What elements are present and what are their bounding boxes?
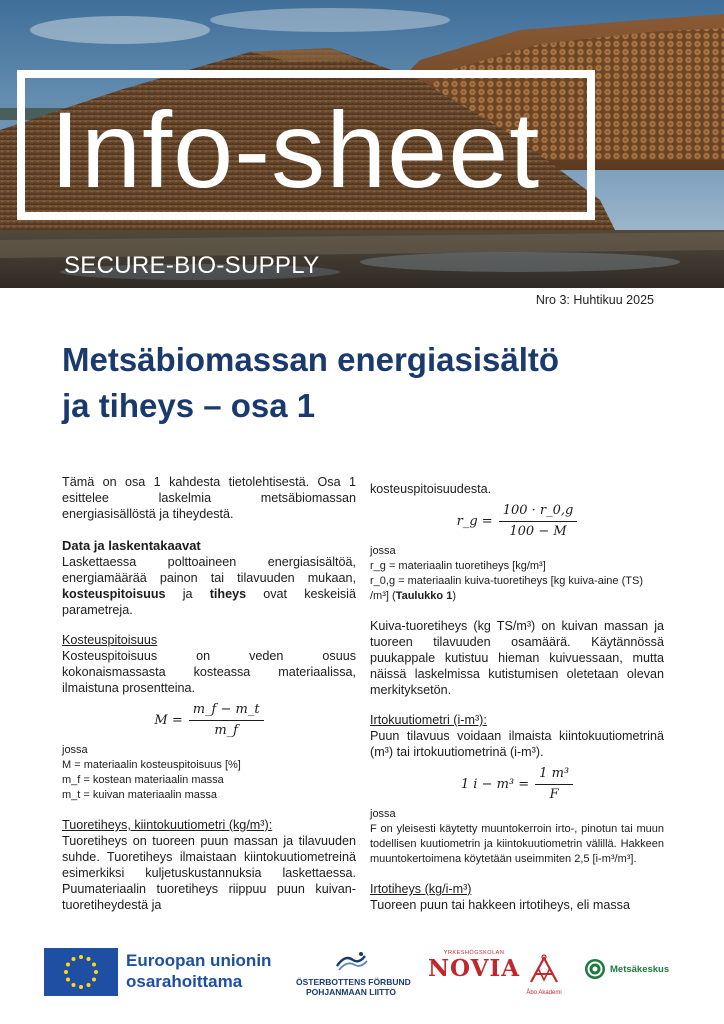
loose-volume-paragraph: Puun tilavuus voidaan ilmaista kiintokuutiometrinä (m³) tai irtokuutiometrinä (i-m³). xyxy=(370,729,664,759)
data-text-a: Laskettaessa polttoaineen energiasisältöä, energiamäärää painon tai tilavuuden mukaan, xyxy=(62,555,356,585)
eu-stars-icon xyxy=(44,948,118,996)
osterbottens-forbund-logo xyxy=(296,950,411,997)
where-label-2: jossa xyxy=(370,545,396,557)
metsakeskus-name: Metsäkeskus xyxy=(610,963,670,975)
def-basic-density-text: r_0,g = materiaalin kuiva-tuoretiheys [kg kuiva-aine (TS) /m³] ( xyxy=(370,575,643,602)
loose-volume-formula-denominator: F xyxy=(549,787,559,802)
def-green-density: r_g = materiaalin tuoretiheys [kg/m³] xyxy=(370,560,546,572)
novia-prefix: YRKESHÖGSKOLAN xyxy=(443,950,505,956)
loose-volume-formula-numerator: 1 m³ xyxy=(535,766,573,785)
continued-text: kosteuspitoisuudesta. xyxy=(370,482,492,496)
right-column xyxy=(370,481,664,913)
green-density-formula-lhs: r_g = xyxy=(456,513,493,529)
left-column xyxy=(62,474,356,913)
data-heading: Data ja laskentakaavat xyxy=(62,538,201,553)
where-label-3: jossa xyxy=(370,808,396,820)
eu-flag-logo xyxy=(44,948,118,996)
green-density-heading: Tuoretiheys, kiintokuutiometri (kg/m³): xyxy=(62,818,273,832)
moisture-formula-numerator: m_f − m_t xyxy=(189,702,264,721)
novia-logo xyxy=(428,950,520,982)
loose-volume-heading: Irtokuutiometri (i-m³): xyxy=(370,713,487,727)
intro-paragraph: Tämä on osa 1 kahdesta tietolehtisestä. Osa 1 esittelee laskelmia metsäbiomassan energiasisällöstä ja tiheydestä. xyxy=(62,475,356,521)
green-density-formula-numerator: 100 · r_0,g xyxy=(499,503,578,522)
page-title-line-1: Metsäbiomassan energiasisältö xyxy=(62,341,560,378)
metsakeskus-emblem-icon xyxy=(584,958,606,980)
banner-subtitle: SECURE-BIO-SUPPLY xyxy=(64,252,320,279)
def-basic-density xyxy=(370,574,664,604)
green-density-paragraph: Tuoretiheys on tuoreen puun massan ja tilavuuden suhde. Tuoretiheys ilmaistaan kiintokuutiometreinä esimerkiksi kuljetuskustannuksia laskettaessa. Puumateriaalin tuoretiheys riippuu puun kuivan-tuoretiheydestä ja xyxy=(62,834,356,912)
loose-volume-formula-fraction xyxy=(535,766,573,803)
pohjanmaan-liitto-name: POHJANMAAN LIITTO xyxy=(305,987,397,997)
moisture-formula-fraction xyxy=(189,702,264,739)
loose-volume-formula-lhs: 1 i − m³ = xyxy=(460,776,530,792)
bulk-density-heading: Irtotiheys (kg/i-m³) xyxy=(370,882,472,896)
banner-title: Info-sheet xyxy=(50,89,541,210)
moisture-paragraph: Kosteuspitoisuus on veden osuus kokonaismassasta kosteassa materiaalissa, ilmaistuna prosentteina. xyxy=(62,649,356,695)
data-text-b: ja xyxy=(165,587,210,601)
moisture-formula-lhs: M = xyxy=(154,712,183,728)
data-paragraph xyxy=(62,554,356,618)
where-label-1: jossa xyxy=(62,744,88,756)
green-density-formula-denominator: 100 − M xyxy=(509,524,567,539)
def-moisture: M = materiaalin kosteuspitoisuus [%] xyxy=(62,759,241,771)
abo-akademi-emblem-icon xyxy=(527,954,561,984)
loose-volume-formula xyxy=(370,766,664,803)
bulk-density-paragraph: Tuoreen puun tai hakkeen irtotiheys, eli massa xyxy=(370,898,630,912)
moisture-heading: Kosteuspitoisuus xyxy=(62,633,158,647)
header-banner-photo xyxy=(0,0,724,288)
eu-funding-line-2: osarahoittama xyxy=(126,972,243,991)
def-dry-mass: m_t = kuivan materiaalin massa xyxy=(62,789,217,801)
moisture-formula xyxy=(62,702,356,739)
def-conversion-factor: F on yleisesti käytetty muuntokerroin irto-, pinotun tai muun todellisen kuutiometrin ja kiintokuutiometrin välillä. Hakkeen muuntokertoimena köytetään useimmiten 2,5 [i-m³/m³]. xyxy=(370,823,664,865)
data-text-c: ovat keskeisiä parametreja. xyxy=(62,587,356,617)
data-bold-moisture: kosteuspitoisuus xyxy=(62,587,166,601)
wave-emblem-icon xyxy=(331,950,371,972)
moisture-formula-denominator: m_f xyxy=(214,723,238,738)
eu-funding-text xyxy=(126,950,271,992)
metsakeskus-logo xyxy=(584,958,669,980)
table-1-reference: Taulukko 1 xyxy=(395,590,453,602)
def-wet-mass: m_f = kostean materiaalin massa xyxy=(62,774,224,786)
data-bold-density: tiheys xyxy=(209,587,247,601)
eu-funding-line-1: Euroopan unionin xyxy=(126,951,272,970)
def-basic-density-close: ) xyxy=(452,590,456,602)
page-title-line-2: ja tiheys – osa 1 xyxy=(62,387,316,424)
green-density-formula xyxy=(370,503,664,540)
issue-number: Nro 3: Huhtikuu 2025 xyxy=(535,293,654,307)
abo-akademi-name: Åbo Akademi xyxy=(526,990,562,996)
novia-name: NOVIA xyxy=(428,955,521,982)
page-title xyxy=(62,337,682,429)
green-density-formula-fraction xyxy=(499,503,578,540)
abo-akademi-logo xyxy=(524,954,564,996)
osterbottens-forbund-name: ÖSTERBOTTENS FÖRBUND xyxy=(296,977,411,987)
basic-density-paragraph: Kuiva-tuoretiheys (kg TS/m³) on kuivan massan ja tuoreen tilavuuden osamäärä. Käytännössä puukappale kutistuu hieman kuivuessaan, mutta näissä laskelmissa kutistumisen oletetaan olevan merkityksetön. xyxy=(370,619,664,697)
